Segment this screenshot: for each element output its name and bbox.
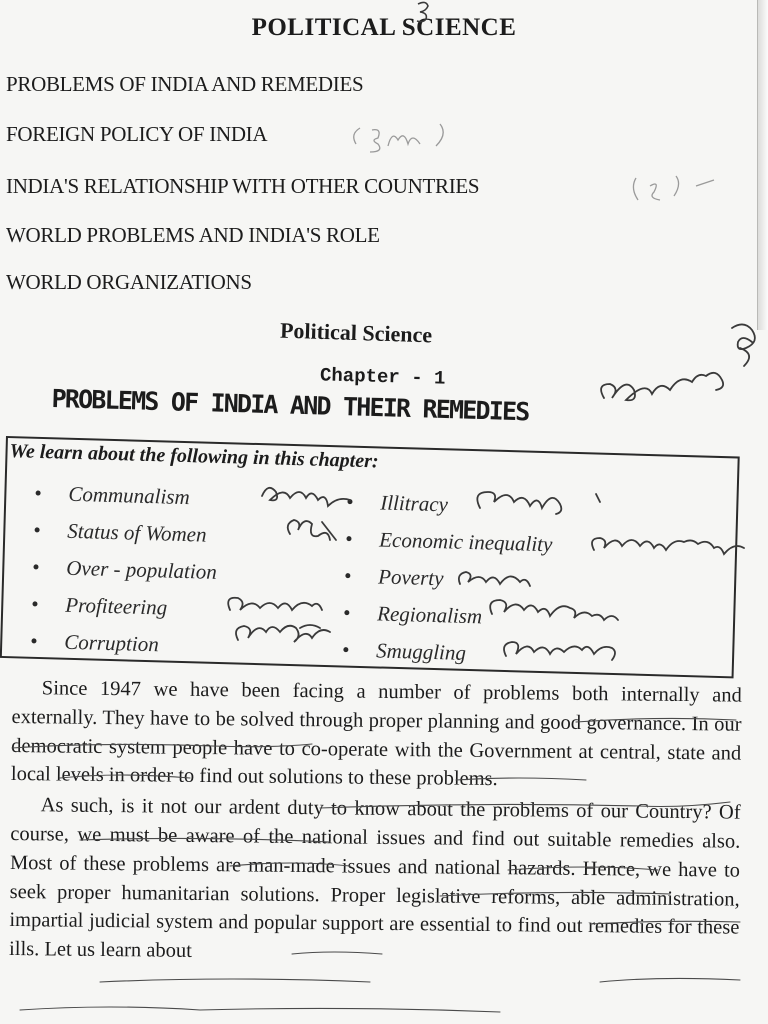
list-item: • Illitracy (345, 489, 449, 517)
list-item: • Regionalism (342, 600, 483, 629)
list-item-label: Over - population (66, 555, 218, 584)
list-item: • Profiteering (30, 591, 168, 620)
learning-box (0, 436, 740, 678)
list-item-label: Economic inequality (378, 527, 553, 557)
list-item: • Smuggling (341, 637, 467, 665)
list-item-label: Profiteering (64, 592, 168, 620)
list-item-label: Corruption (63, 629, 160, 657)
list-item: • Over - population (32, 554, 218, 584)
chapter-page (0, 318, 768, 1024)
page-title: POLITICAL SCIENCE (251, 14, 517, 41)
topic-item: PROBLEMS OF INDIA AND REMEDIES (6, 72, 364, 96)
list-item: • Economic inequality (344, 526, 553, 557)
list-item: • Poverty (343, 563, 444, 591)
chapter-title: PROBLEMS OF INDIA AND THEIR REMEDIES (51, 384, 529, 427)
list-item: • Status of Women (33, 517, 207, 547)
topic-item: WORLD ORGANIZATIONS (6, 270, 252, 294)
topic-item: INDIA'S RELATIONSHIP WITH OTHER COUNTRIES (6, 174, 480, 198)
list-item-label: Communalism (68, 481, 191, 510)
list-item-label: Poverty (377, 564, 444, 591)
list-item-label: Status of Women (67, 518, 207, 547)
paragraph: Since 1947 we have been facing a number of problems both internally and externally. They have to be solved through proper planning and good governance. In our democratic system people have to co-operate with the Government at central, state and local levels in order to find out solutions to these problems. (10, 677, 742, 791)
subject-heading: Political Science (279, 317, 433, 348)
topics-left-column (30, 475, 375, 669)
list-item-label: Smuggling (375, 638, 467, 665)
paragraph: As such, is it not our ardent duty to know about the problems of our Country? Of course, we must be aware of the national issues and find out suitable remedies also. Most of these problems are man-made issues and national hazards. Hence, we have to seek proper humanitarian solutions. Proper legislative reforms, able administration, impartial judicial system and popular support are essential to find out remedies for these ills. Let us learn about (9, 794, 741, 963)
chapter-number: Chapter - 1 (319, 364, 446, 390)
topics-right-column (342, 484, 687, 678)
list-item: • Communalism (34, 480, 191, 510)
body-text (9, 674, 742, 972)
learning-box-heading: We learn about the following in this chapter: (9, 440, 379, 473)
page-edge (757, 0, 768, 330)
topic-item: FOREIGN POLICY OF INDIA (6, 122, 268, 146)
list-item-label: Regionalism (376, 601, 483, 629)
topic-item: WORLD PROBLEMS AND INDIA'S ROLE (6, 223, 380, 247)
list-item: • Corruption (29, 628, 160, 657)
list-item-label: Illitracy (379, 490, 449, 517)
